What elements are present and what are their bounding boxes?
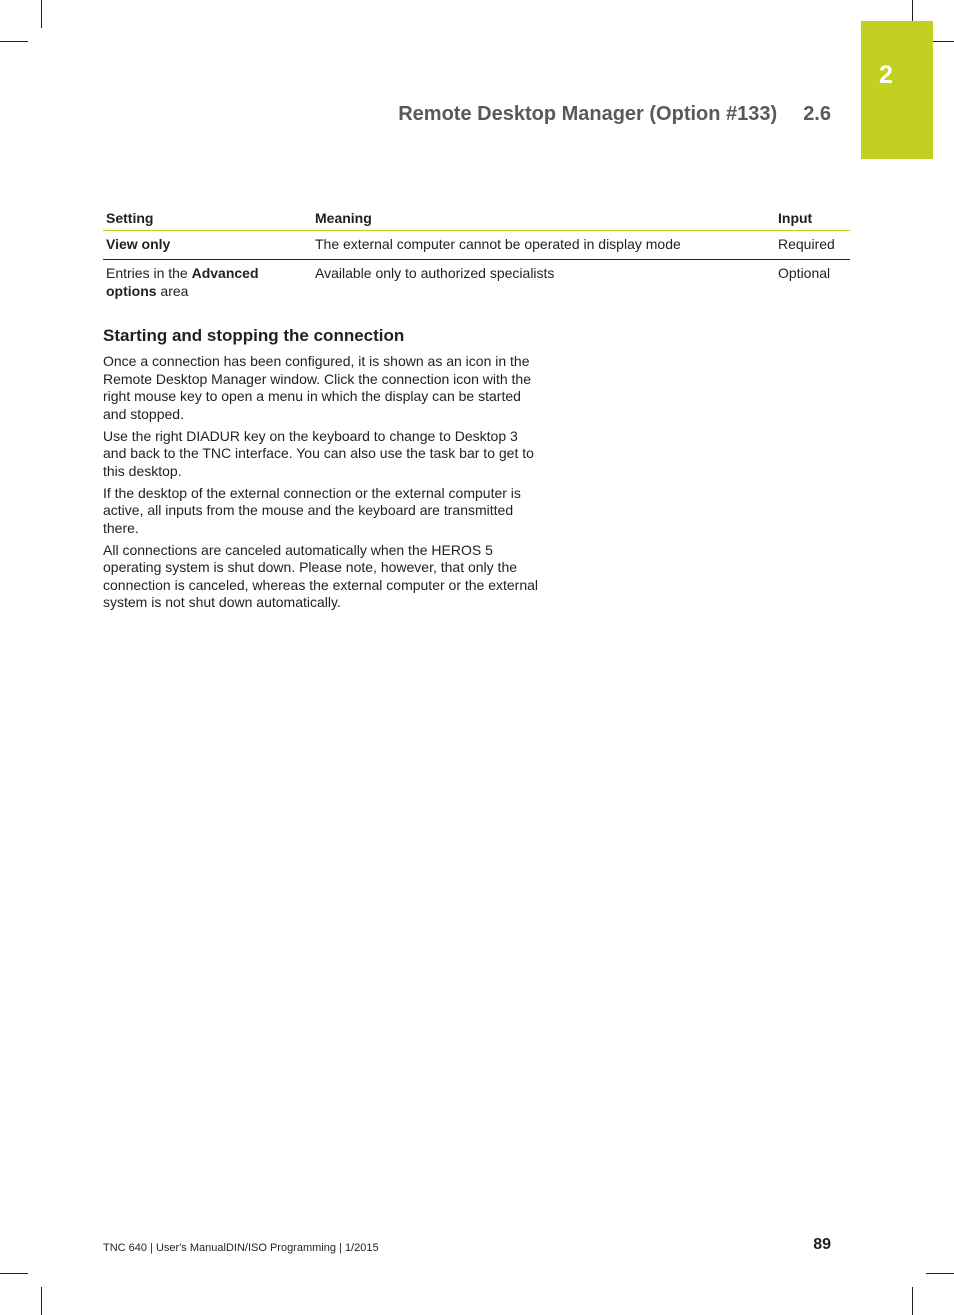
table-header-row bbox=[103, 207, 850, 231]
crop-mark bbox=[41, 1287, 42, 1315]
page-number: 89 bbox=[813, 1236, 831, 1253]
setting-prefix: Entries in the bbox=[106, 265, 192, 281]
cell-setting bbox=[103, 231, 312, 260]
setting-bold-options: options bbox=[106, 283, 157, 299]
paragraph: Use the right DIADUR key on the keyboard to change to Desktop 3 and back to the TNC interface. You can also use the task bar to get to this desktop. bbox=[103, 427, 534, 479]
column-header-input: Input bbox=[775, 207, 850, 231]
cell-input: Required bbox=[775, 231, 850, 260]
crop-mark bbox=[912, 1287, 913, 1315]
column-header-setting: Setting bbox=[103, 207, 312, 231]
paragraph: All connections are canceled automatically when the HEROS 5 operating system is shut down. Please note, however, that only the connection is canceled, whereas the external computer or the external system is not shut down automatically. bbox=[103, 541, 539, 610]
crop-mark bbox=[0, 41, 28, 42]
section-heading: Starting and stopping the connection bbox=[103, 326, 405, 345]
header-title: Remote Desktop Manager (Option #133) bbox=[398, 103, 778, 125]
footer-text: TNC 640 | User's ManualDIN/ISO Programming | 1/2015 bbox=[103, 1242, 379, 1254]
crop-mark bbox=[0, 1273, 28, 1274]
setting-bold-advanced: Advanced bbox=[191, 265, 259, 281]
running-header bbox=[398, 103, 831, 126]
settings-table bbox=[103, 207, 850, 306]
cell-setting bbox=[103, 260, 312, 307]
setting-suffix: area bbox=[156, 283, 189, 299]
cell-meaning: The external computer cannot be operated in display mode bbox=[312, 231, 775, 260]
table-row bbox=[103, 260, 850, 307]
paragraph: If the desktop of the external connection or the external computer is active, all inputs from the mouse and the keyboard are transmitted there. bbox=[103, 484, 521, 536]
table-row bbox=[103, 231, 850, 260]
cell-input: Optional bbox=[778, 265, 831, 281]
section-body bbox=[103, 353, 543, 616]
paragraph: Once a connection has been configured, it is shown as an icon in the Remote Desktop Manager window. Click the connection icon with the right mouse key to open a menu in which the display can be started and stopped. bbox=[103, 353, 531, 422]
crop-mark bbox=[41, 0, 42, 28]
crop-mark bbox=[926, 1273, 954, 1274]
cell-meaning: Available only to authorized specialists bbox=[315, 265, 555, 281]
column-header-meaning: Meaning bbox=[312, 207, 775, 231]
setting-name: View only bbox=[106, 236, 171, 252]
chapter-tab bbox=[861, 21, 933, 159]
chapter-number: 2 bbox=[879, 61, 893, 89]
header-section-number: 2.6 bbox=[803, 103, 831, 125]
